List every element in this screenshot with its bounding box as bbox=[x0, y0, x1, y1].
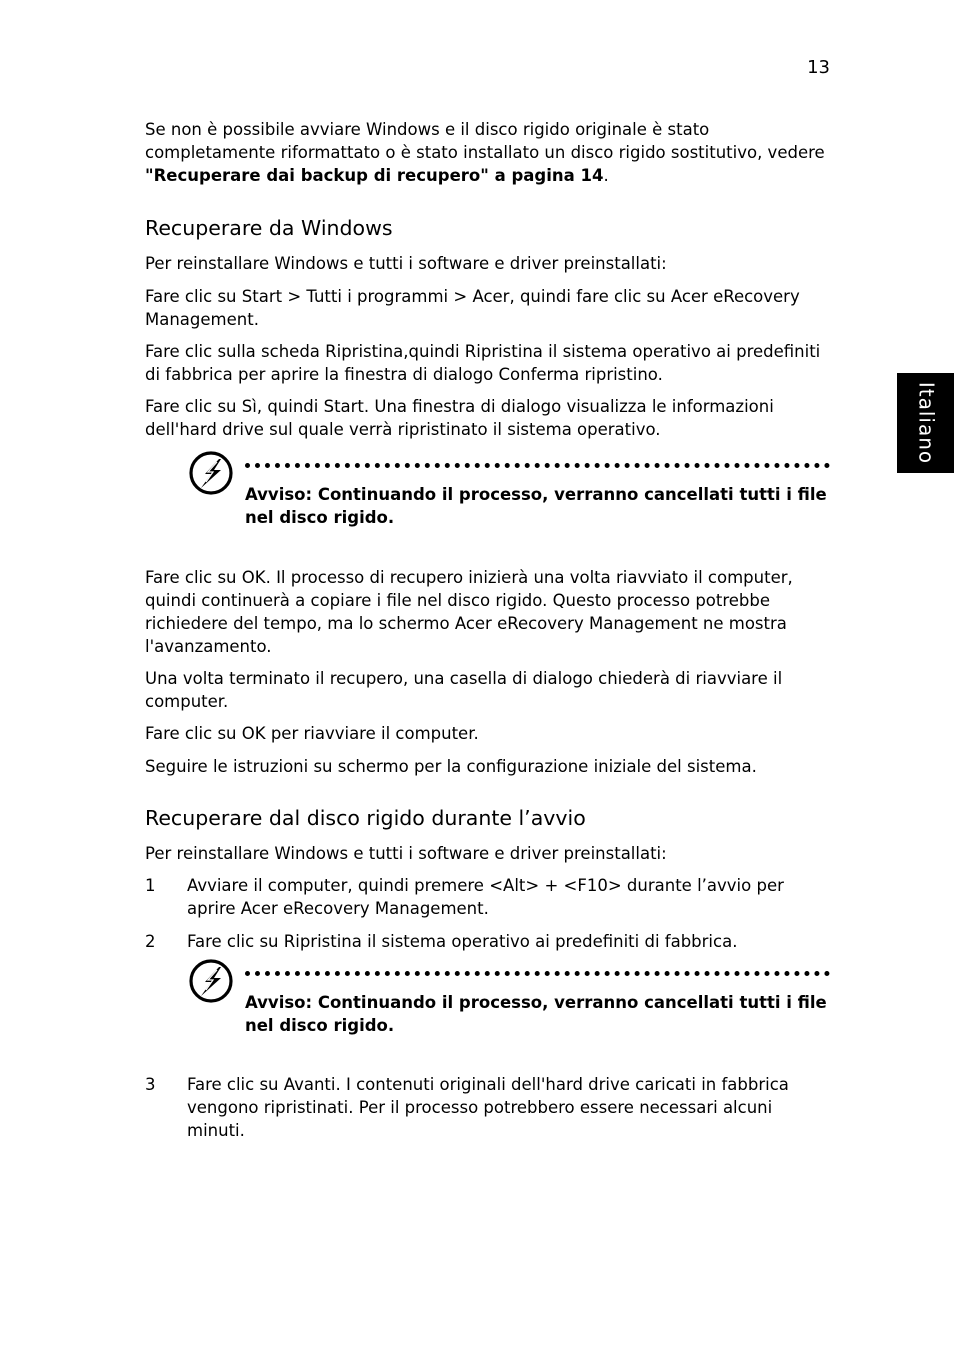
step-2-text bbox=[187, 930, 832, 953]
text: Fare clic su bbox=[187, 1075, 284, 1094]
text: , quindi fare clic su bbox=[509, 287, 671, 306]
language-tab bbox=[897, 373, 954, 473]
text: . I contenuti originali dell'hard drive caricati in fabbrica vengono ripristinati. Per il processo potrebbero essere necessari alcuni minuti. bbox=[187, 1075, 789, 1140]
ui-term: Tutti i programmi bbox=[306, 287, 449, 306]
text: per riavviare il computer. bbox=[265, 724, 479, 743]
ui-term: OK bbox=[241, 568, 266, 587]
language-tab-label: Italiano bbox=[914, 381, 938, 465]
text: . Il processo di recupero inizierà una volta riavviato il computer, quindi continuerà a copiare i file nel disco rigido. Questo processo potrebbe richiedere del tempo, ma lo schermo Acer eRecovery Management ne mostra l'avanzamento. bbox=[145, 568, 793, 656]
text: quindi bbox=[408, 342, 465, 361]
text: . bbox=[732, 932, 738, 951]
ui-term: Start bbox=[323, 397, 364, 416]
ui-term: Ripristina il sistema operativo ai predefiniti di fabbrica bbox=[145, 342, 821, 384]
section-title-windows: Recuperare da Windows bbox=[145, 216, 393, 240]
ui-term: Acer eRecovery Management bbox=[145, 287, 800, 329]
dotted-divider bbox=[245, 463, 830, 468]
text: Fare clic su bbox=[145, 397, 242, 416]
ui-term: Start bbox=[241, 287, 283, 306]
step-number: 1 bbox=[145, 876, 156, 895]
s1-paragraph-3 bbox=[145, 340, 835, 386]
text: Fare clic su bbox=[145, 724, 242, 743]
step-1-text bbox=[187, 874, 832, 920]
text: . bbox=[253, 310, 259, 329]
s1-paragraph-4 bbox=[145, 395, 835, 441]
text: Avviare il computer, quindi premere bbox=[187, 876, 490, 895]
key-name: <Alt> bbox=[489, 876, 540, 895]
step-number: 2 bbox=[145, 932, 156, 951]
text: > bbox=[282, 287, 307, 306]
s2-paragraph-1: Per reinstallare Windows e tutti i software e driver preinstallati: bbox=[145, 844, 667, 863]
text: > bbox=[448, 287, 473, 306]
warning-lightning-icon bbox=[188, 958, 234, 1004]
warning-note-2 bbox=[188, 958, 834, 1038]
text: , quindi bbox=[256, 397, 324, 416]
s1-paragraph-7 bbox=[145, 722, 835, 745]
warning-text-2: Avviso: Continuando il processo, verranno cancellati tutti i file nel disco rigido. bbox=[245, 993, 827, 1035]
s1-paragraph-2 bbox=[145, 285, 835, 331]
text: Fare clic su bbox=[187, 932, 284, 951]
intro-text: Se non è possibile avviare Windows e il disco rigido originale è stato completamente riformattato o è stato installato un disco rigido sostitutivo, vedere bbox=[145, 120, 825, 162]
text: + bbox=[539, 876, 564, 895]
ui-term: Ripristina il sistema operativo ai predefiniti di fabbrica bbox=[283, 932, 733, 951]
intro-crossref: "Recuperare dai backup di recupero" a pagina 14 bbox=[145, 166, 604, 185]
intro-paragraph bbox=[145, 118, 835, 187]
step-3-text bbox=[187, 1073, 832, 1142]
section-title-boot: Recuperare dal disco rigido durante l’avvio bbox=[145, 806, 586, 830]
ui-term: Acer bbox=[472, 287, 510, 306]
text: per aprire la finestra di dialogo bbox=[232, 365, 499, 384]
s1-paragraph-6: Una volta terminato il recupero, una casella di dialogo chiederà di riavviare il computer. bbox=[145, 669, 783, 711]
ui-term: Sì bbox=[241, 397, 257, 416]
text: Fare clic su bbox=[145, 287, 242, 306]
warning-text-1: Avviso: Continuando il processo, verranno cancellati tutti i file nel disco rigido. bbox=[245, 485, 827, 527]
text: durante l’avvio per aprire Acer eRecovery Management. bbox=[187, 876, 784, 918]
intro-period: . bbox=[603, 166, 609, 185]
page-number: 13 bbox=[807, 57, 830, 78]
text: . bbox=[657, 365, 663, 384]
ui-term: Conferma ripristino bbox=[498, 365, 658, 384]
text: Fare clic sulla scheda bbox=[145, 342, 326, 361]
step-number: 3 bbox=[145, 1075, 156, 1094]
text: Fare clic su bbox=[145, 568, 242, 587]
dotted-divider bbox=[245, 971, 830, 976]
s1-paragraph-5 bbox=[145, 566, 835, 658]
ui-term: Ripristina, bbox=[325, 342, 409, 361]
s1-paragraph-8: Seguire le istruzioni su schermo per la configurazione iniziale del sistema. bbox=[145, 757, 757, 776]
ui-term: OK bbox=[241, 724, 266, 743]
key-name: <F10> bbox=[563, 876, 622, 895]
s1-paragraph-1: Per reinstallare Windows e tutti i software e driver preinstallati: bbox=[145, 254, 667, 273]
warning-note-1 bbox=[188, 450, 834, 530]
ui-term: Avanti bbox=[283, 1075, 336, 1094]
warning-lightning-icon bbox=[188, 450, 234, 496]
text: . Una finestra di dialogo visualizza le informazioni dell'hard drive sul quale verrà ripristinato il sistema operativo. bbox=[145, 397, 774, 439]
